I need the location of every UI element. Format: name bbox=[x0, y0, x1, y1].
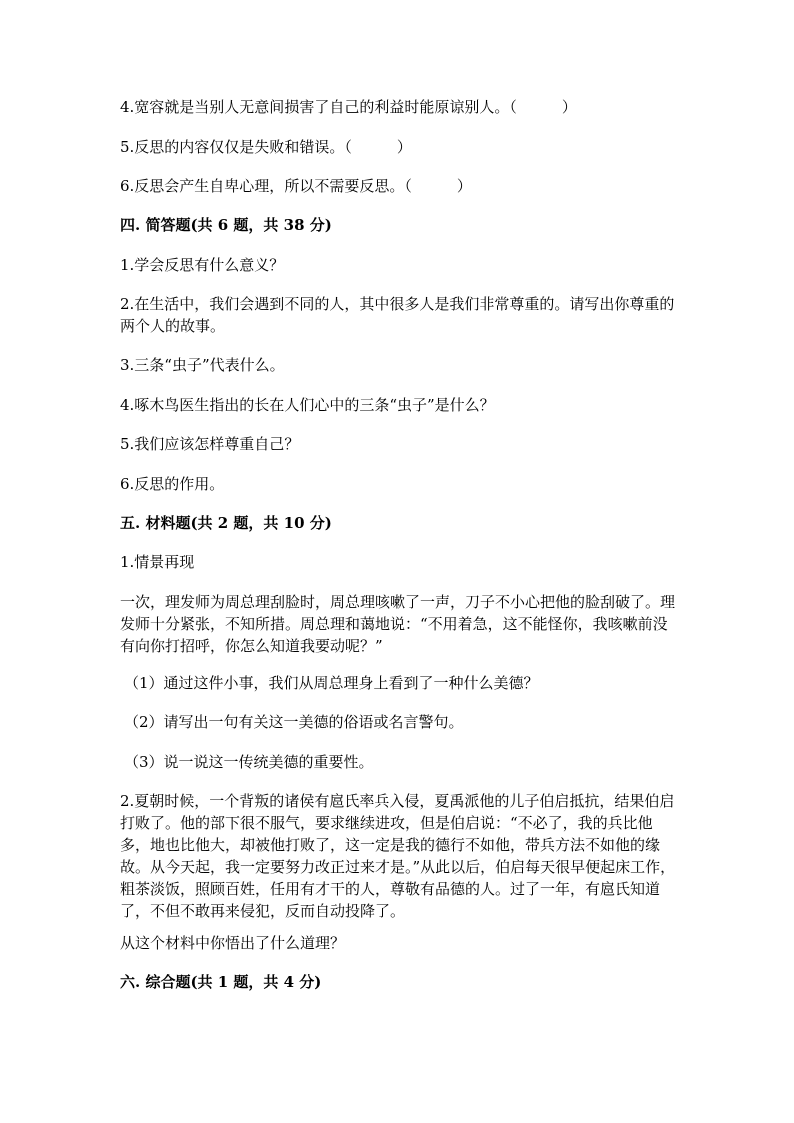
material-1-sub-1: （1）通过这件小事，我们从周总理身上看到了一种什么美德？ bbox=[124, 674, 539, 692]
short-answer-2: 2.在生活中，我们会遇到不同的人，其中很多人是我们非常尊重的。请写出你尊重的两个人的故事。 bbox=[120, 295, 675, 335]
section-4-title: 四. 简答题(共 6 题，共 38 分) bbox=[120, 216, 332, 234]
material-2-question: 从这个材料中你悟出了什么道理？ bbox=[120, 934, 346, 952]
material-2-passage: 2.夏朝时候，一个背叛的诸侯有扈氏率兵入侵，夏禹派他的儿子伯启抵抗，结果伯启打败了。他的部下很不服气，要求继续进攻，但是伯启说：“不必了，我的兵比他多，地也比他大，却被他打败了，这一定是我的德行不如他，带兵方法不如他的缘故。从今天起，我一定要努力改正过来才是。”从此以后，伯启每天很早便起床工作，粗茶淡饭，照顾百姓，任用有才干的人，尊敬有品德的人。过了一年，有扈氏知道了，不但不敢再来侵犯，反而自动投降了。 bbox=[120, 792, 676, 920]
tf-item-6: 6.反思会产生自卑心理，所以不需要反思。（ ） bbox=[120, 177, 472, 195]
short-answer-5: 5.我们应该怎样尊重自己？ bbox=[120, 435, 300, 453]
section-5-title: 五. 材料题(共 2 题，共 10 分) bbox=[120, 514, 332, 532]
section-6-title: 六. 综合题(共 1 题，共 4 分) bbox=[120, 973, 322, 991]
short-answer-1: 1.学会反思有什么意义？ bbox=[120, 256, 285, 274]
short-answer-3: 3.三条“虫子”代表什么。 bbox=[120, 356, 285, 374]
material-1-sub-2: （2）请写出一句有关这一美德的俗语或名言警句。 bbox=[124, 713, 464, 731]
short-answer-4: 4.啄木鸟医生指出的长在人们心中的三条“虫子”是什么？ bbox=[120, 396, 495, 414]
material-1-sub-3: （3）说一说这一传统美德的重要性。 bbox=[124, 753, 374, 771]
material-1-passage: 一次，理发师为周总理刮脸时，周总理咳嗽了一声，刀子不小心把他的脸刮破了。理发师十分紧张，不知所措。周总理和蔼地说：“不用着急，这不能怪你，我咳嗽前没有向你打招呼，你怎么知道我要动呢？” bbox=[120, 593, 676, 655]
tf-item-4: 4.宽容就是当别人无意间损害了自己的利益时能原谅别人。（ ） bbox=[120, 98, 577, 116]
material-1-title: 1.情景再现 bbox=[120, 553, 195, 571]
tf-item-5: 5.反思的内容仅仅是失败和错误。（ ） bbox=[120, 138, 412, 156]
short-answer-6: 6.反思的作用。 bbox=[120, 475, 225, 493]
